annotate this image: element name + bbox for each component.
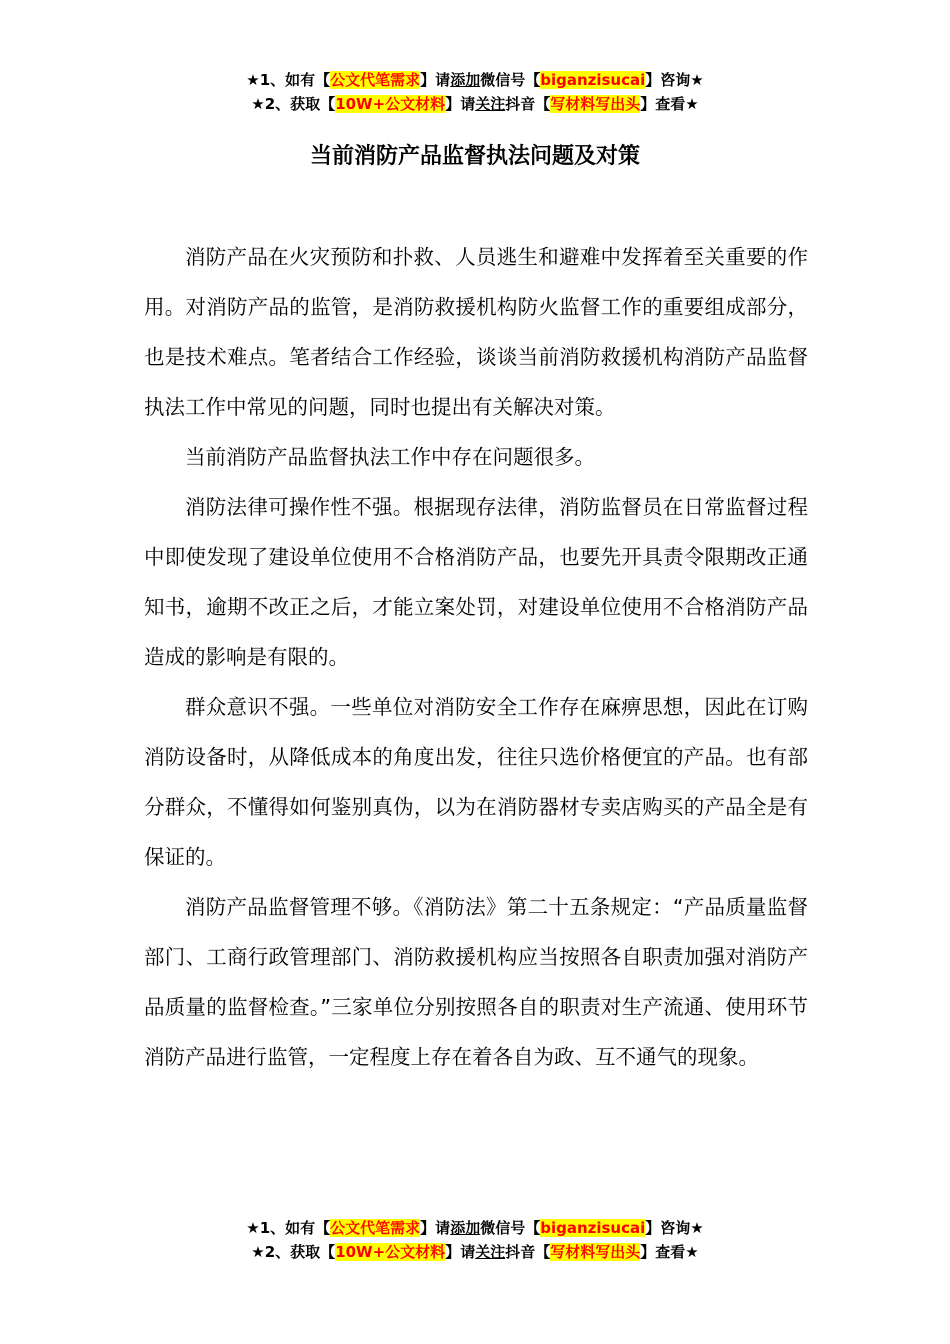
highlight-wechat-id: biganzisucai — [540, 71, 646, 89]
paragraph-problems-overview: 当前消防产品监督执法工作中存在问题很多。 — [185, 445, 595, 469]
document-body — [144, 232, 808, 1082]
footer-banner — [0, 1216, 950, 1264]
banner-line-1: ★1、如有【公文代笔需求】请添加微信号【biganzisucai】咨询★ — [246, 71, 704, 89]
paragraph-public-awareness: 群众意识不强。一些单位对消防安全工作存在麻痹思想，因此在订购消防设备时，从降低成本的角度出发，往往只选价格便宜的产品。也有部分群众，不懂得如何鉴别真伪，以为在消防器材专卖店购买的产品全是有保证的。 — [144, 695, 808, 869]
banner-line-2: ★2、获取【10W+公文材料】请关注抖音【写材料写出头】查看★ — [251, 95, 699, 113]
highlight-writing-service: 公文代笔需求 — [330, 71, 421, 89]
banner-line-2: ★2、获取【10W+公文材料】请关注抖音【写材料写出头】查看★ — [251, 1243, 699, 1261]
paragraph-law-enforcement: 消防法律可操作性不强。根据现存法律，消防监督员在日常监督过程中即使发现了建设单位使用不合格消防产品，也要先开具责令限期改正通知书，逾期不改正之后，才能立案处罚，对建设单位使用不合格消防产品造成的影响是有限的。 — [144, 495, 808, 669]
highlight-writing-service: 公文代笔需求 — [330, 1219, 421, 1237]
highlight-douyin-account: 写材料写出头 — [550, 95, 641, 113]
document-title: 当前消防产品监督执法问题及对策 — [309, 144, 640, 169]
paragraph-intro: 消防产品在火灾预防和扑救、人员逃生和避难中发挥着至关重要的作用。对消防产品的监管，是消防救援机构防火监督工作的重要组成部分，也是技术难点。笔者结合工作经验，谈谈当前消防救援机构消防产品监督执法工作中常见的问题，同时也提出有关解决对策。 — [144, 245, 808, 419]
highlight-wechat-id: biganzisucai — [540, 1219, 646, 1237]
banner-line-1: ★1、如有【公文代笔需求】请添加微信号【biganzisucai】咨询★ — [246, 1219, 704, 1237]
header-banner — [0, 68, 950, 116]
paragraph-supervision: 消防产品监督管理不够。《消防法》第二十五条规定：“产品质量监督部门、工商行政管理部门、消防救援机构应当按照各自职责加强对消防产品质量的监督检查。”三家单位分别按照各自的职责对生产流通、使用环节消防产品进行监管，一定程度上存在着各自为政、互不通气的现象。 — [144, 895, 808, 1069]
highlight-douyin-account: 写材料写出头 — [550, 1243, 641, 1261]
highlight-materials: 10W+公文材料 — [335, 1243, 446, 1261]
highlight-materials: 10W+公文材料 — [335, 95, 446, 113]
